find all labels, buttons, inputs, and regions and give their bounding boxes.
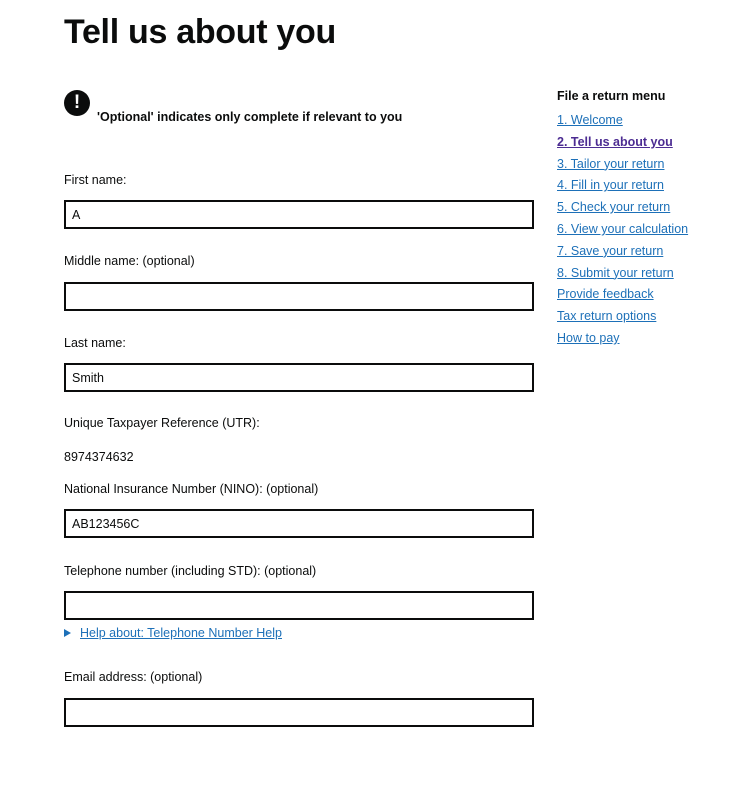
menu-item-tailor-your-return[interactable]: 3. Tailor your return (557, 156, 665, 171)
menu-item-check-your-return[interactable]: 5. Check your return (557, 200, 671, 215)
first-name-input[interactable] (64, 200, 534, 229)
telephone-help-link[interactable]: Help about: Telephone Number Help (80, 626, 282, 640)
optional-warning (64, 90, 534, 130)
menu-item-provide-feedback[interactable]: Provide feedback (557, 287, 654, 302)
menu-item-save-your-return[interactable]: 7. Save your return (557, 243, 664, 258)
menu-item-tax-return-options[interactable]: Tax return options (557, 309, 657, 324)
menu-item-how-to-pay[interactable]: How to pay (557, 330, 620, 345)
nino-input[interactable] (64, 509, 534, 538)
last-name-label: Last name: (64, 336, 126, 350)
exclamation-icon: ! (64, 90, 90, 116)
menu-item-view-your-calculation[interactable]: 6. View your calculation (557, 221, 689, 236)
file-return-menu (557, 89, 737, 350)
menu-item-submit-your-return[interactable]: 8. Submit your return (557, 265, 674, 280)
middle-name-label: Middle name: (optional) (64, 254, 195, 268)
middle-name-input[interactable] (64, 282, 534, 311)
email-label: Email address: (optional) (64, 670, 203, 684)
email-input[interactable] (64, 698, 534, 727)
menu-item-fill-in-your-return[interactable]: 4. Fill in your return (557, 178, 664, 193)
utr-label: Unique Taxpayer Reference (UTR): (64, 416, 260, 430)
page-title: Tell us about you (64, 13, 336, 51)
menu-item-tell-us-about-you[interactable]: 2. Tell us about you (557, 134, 673, 149)
telephone-label: Telephone number (including STD): (optional) (64, 564, 317, 578)
nino-label: National Insurance Number (NINO): (optional) (64, 482, 319, 496)
telephone-help-details[interactable] (64, 626, 282, 640)
telephone-input[interactable] (64, 591, 534, 620)
first-name-label: First name: (64, 173, 127, 187)
warning-text: 'Optional' indicates only complete if relevant to you (97, 110, 403, 124)
triangle-right-icon (64, 629, 71, 637)
menu-item-welcome[interactable]: 1. Welcome (557, 113, 623, 127)
last-name-input[interactable] (64, 363, 534, 392)
menu-title: File a return menu (557, 89, 666, 103)
utr-value: 8974374632 (64, 450, 134, 464)
